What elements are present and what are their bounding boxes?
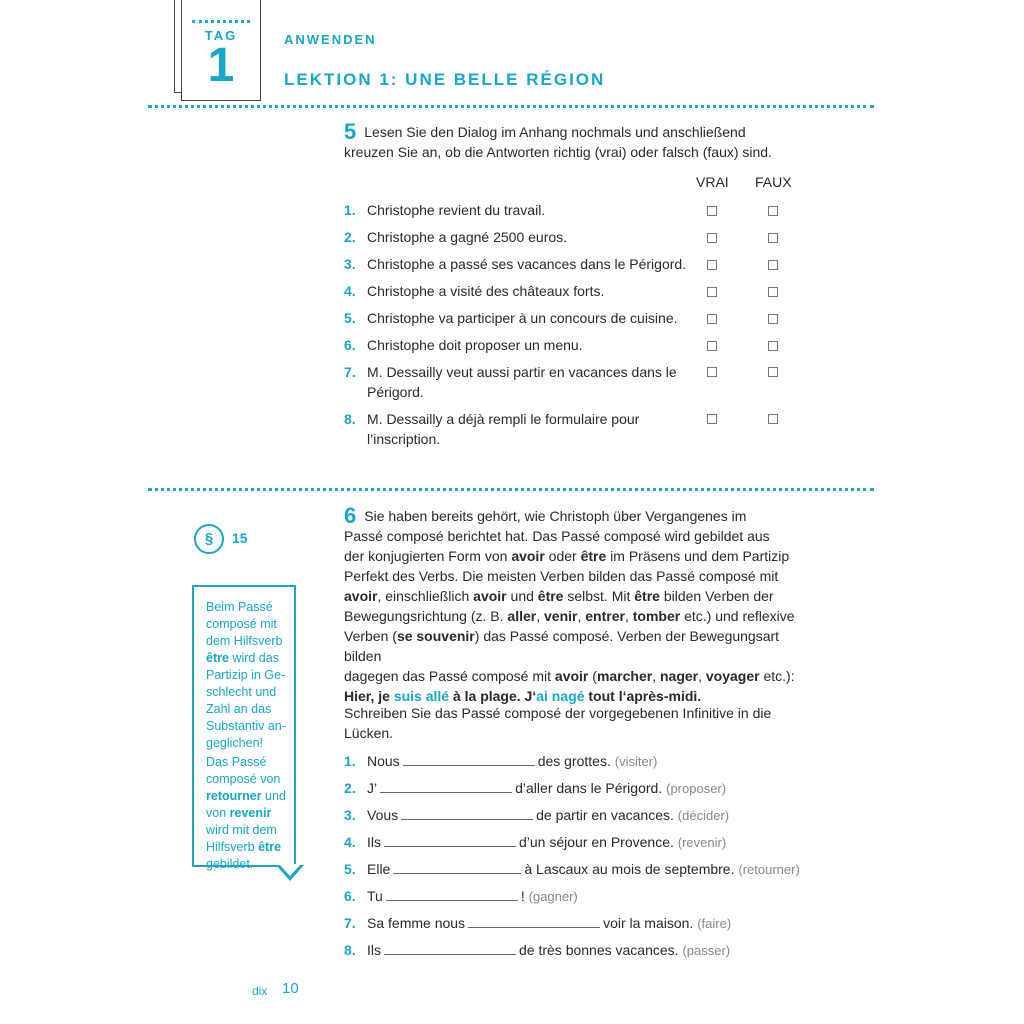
vrai-checkbox[interactable] (707, 206, 717, 216)
exercise6-instruction: Schreiben Sie das Passé composé der vorgegebenen Infinitive in die Lücken. (344, 705, 772, 741)
page-number-word: dix (252, 984, 268, 998)
exercise5-instruction-line2: kreuzen Sie an, ob die Antworten richtig (vrai) oder falsch (faux) sind. (344, 144, 772, 160)
answer-blank[interactable] (468, 915, 600, 928)
lesson-title: LEKTION 1: UNE BELLE RÉGION (284, 70, 606, 89)
infinitive-hint: (revenir) (677, 835, 727, 850)
item-text (367, 409, 687, 449)
grammar-note-2: Das Passé composé von retourner und von revenir wird mit dem Hilfsverb être gebildet. (206, 755, 286, 871)
paragraph-symbol-icon: § (194, 524, 224, 554)
answer-blank[interactable] (384, 942, 516, 955)
infinitive-hint: (retourner) (738, 862, 800, 877)
answer-blank[interactable] (401, 807, 533, 820)
item-number: 2. (344, 780, 356, 796)
tag-number: 1 (207, 39, 235, 92)
item-text (367, 362, 687, 402)
tag-label: TAG (204, 28, 238, 43)
item-text: Christophe revient du travail. (367, 202, 546, 218)
section-divider (148, 488, 874, 491)
infinitive-hint: (visiter) (614, 754, 658, 769)
exercise6-number: 6 (344, 503, 357, 528)
section-kicker: ANWENDEN (284, 32, 377, 47)
item-number: 3. (344, 256, 356, 272)
infinitive-hint: (faire) (697, 916, 732, 931)
infinitive-hint: (gagner) (528, 889, 578, 904)
grammar-paragraph-number: 15 (232, 530, 248, 546)
item-number: 4. (344, 283, 356, 299)
vrai-checkbox[interactable] (707, 341, 717, 351)
item-number: 6. (344, 888, 356, 904)
faux-checkbox[interactable] (768, 260, 778, 270)
vrai-checkbox[interactable] (707, 367, 717, 377)
item-number: 5. (344, 861, 356, 877)
item-number: 8. (344, 942, 356, 958)
infinitive-hint: (passer) (682, 943, 731, 958)
header-divider (148, 105, 874, 108)
exercise6-explanation: 6 Sie haben bereits gehört, wie Christoph über Vergangenes im Passé composé berichtet hat. Das Passé composé wird gebildet aus der konjugierten Form von avoir oder être im Präsens und dem Partizip Perfekt des Verbs. Die meisten Verben bilden das Passé composé mit avoir, einschließlich avoir und être selbst. Mit être bilden Verben der Bewegungsrichtung (z. B. aller, venir, entrer, tomber etc.) und reflexive Verben (se souvenir) das Passé composé. Verben der Bewegungsart bilden dagegen das Passé composé mit avoir (marcher, nager, voyager etc.): Hier, je suis allé à la plage. J‘ai nagé tout l‘après-midi. (344, 503, 795, 704)
faux-checkbox[interactable] (768, 314, 778, 324)
infinitive-hint: (proposer) (666, 781, 727, 796)
faux-checkbox[interactable] (768, 367, 778, 377)
item-text-line2: Périgord. (367, 384, 424, 400)
item-number: 4. (344, 834, 356, 850)
answer-blank[interactable] (380, 780, 512, 793)
item-number: 5. (344, 310, 356, 326)
vrai-checkbox[interactable] (707, 260, 717, 270)
item-text-line2: l’inscription. (367, 431, 441, 447)
tag-dotted-rule (192, 20, 250, 23)
example-sentence: Hier, je suis allé à la plage. J‘ai nagé tout l‘après-midi. (344, 688, 702, 704)
vrai-checkbox[interactable] (707, 314, 717, 324)
answer-blank[interactable] (386, 888, 518, 901)
item-text: Christophe a gagné 2500 euros. (367, 229, 568, 245)
item-number: 3. (344, 807, 356, 823)
answer-blank[interactable] (393, 861, 521, 874)
grammar-note-1: Beim Passé composé mit dem Hilfsverb être wird das Partizip in Geschlecht und Zahl an das Substantiv angeglichen! (206, 600, 286, 750)
item-text: Christophe va participer à un concours de cuisine. (367, 310, 678, 326)
answer-blank[interactable] (403, 753, 535, 766)
vrai-checkbox[interactable] (707, 287, 717, 297)
answer-blank[interactable] (384, 834, 516, 847)
item-number: 7. (344, 364, 356, 380)
item-number: 7. (344, 915, 356, 931)
page-number: 10 (282, 980, 299, 997)
day-tag-card (181, 0, 261, 101)
item-number: 6. (344, 337, 356, 353)
item-text: Christophe a passé ses vacances dans le Périgord. (367, 256, 687, 272)
exercise5-instruction (344, 119, 814, 162)
item-number: 1. (344, 202, 356, 218)
item-text-line1: M. Dessailly a déjà rempli le formulaire pour (367, 411, 640, 427)
item-text: Christophe a visité des châteaux forts. (367, 283, 605, 299)
faux-checkbox[interactable] (768, 341, 778, 351)
item-text: Christophe doit proposer un menu. (367, 337, 583, 353)
vrai-checkbox[interactable] (707, 233, 717, 243)
exercise5-instruction-line1: Lesen Sie den Dialog im Anhang nochmals und anschließend (364, 124, 746, 140)
vrai-checkbox[interactable] (707, 414, 717, 424)
item-number: 2. (344, 229, 356, 245)
faux-checkbox[interactable] (768, 206, 778, 216)
grammar-note-box (192, 585, 296, 871)
column-header-faux: FAUX (755, 174, 792, 190)
infinitive-hint: (décider) (677, 808, 730, 823)
exercise5-number: 5 (344, 119, 357, 144)
item-text-line1: M. Dessailly veut aussi partir en vacances dans le (367, 364, 677, 380)
faux-checkbox[interactable] (768, 287, 778, 297)
faux-checkbox[interactable] (768, 233, 778, 243)
item-number: 1. (344, 753, 356, 769)
note-box-pointer-inner (279, 864, 301, 876)
faux-checkbox[interactable] (768, 414, 778, 424)
column-header-vrai: VRAI (696, 174, 729, 190)
item-number: 8. (344, 411, 356, 427)
